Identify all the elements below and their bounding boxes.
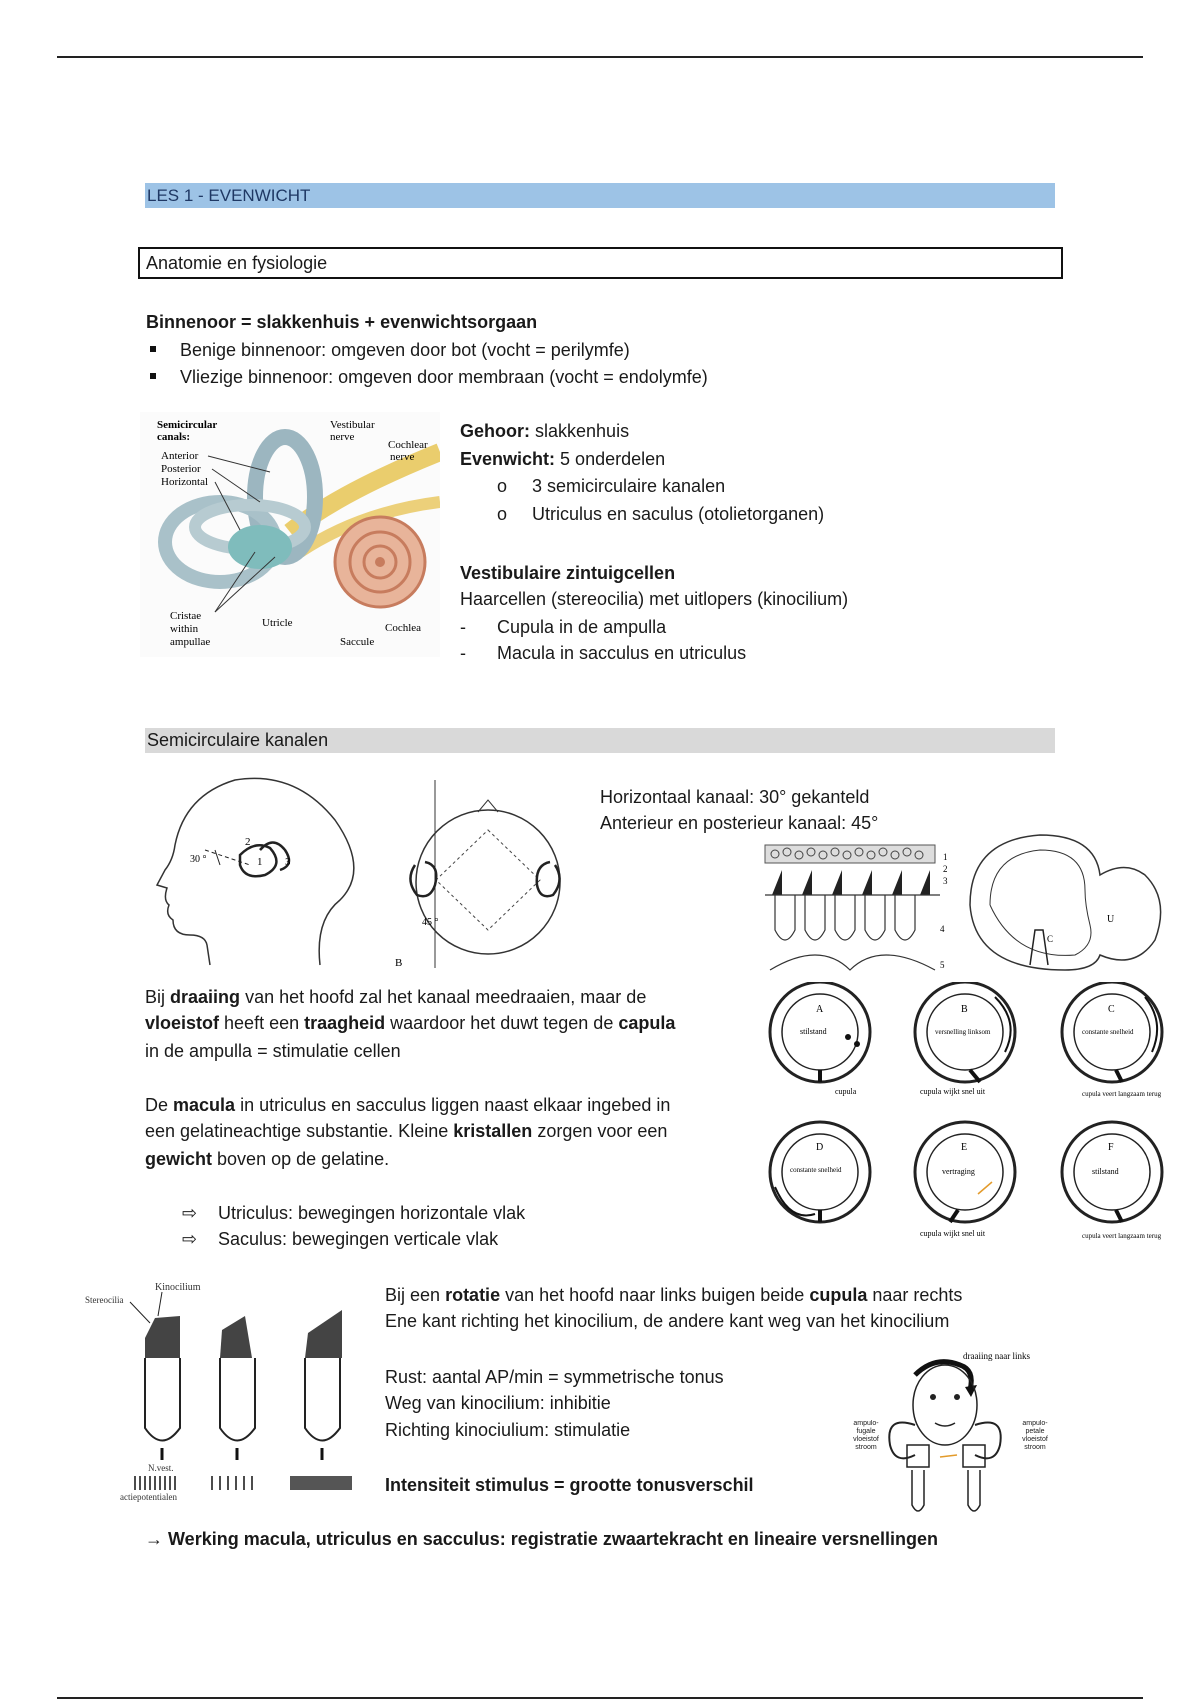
rotatie-line-2: Ene kant richting het kinocilium, de andere kant weg van het kinocilium bbox=[385, 1311, 950, 1331]
macula-line-2: een gelatineachtige substantie. Kleine kristallen zorgen voor een bbox=[145, 1121, 668, 1141]
actiepotentialen-label: actiepotentialen bbox=[120, 1492, 177, 1502]
label-ampullae: ampullae bbox=[170, 636, 211, 648]
intensiteit-line: Intensiteit stimulus = grootte tonusverschil bbox=[385, 1475, 754, 1495]
subsection-box: Anatomie en fysiologie bbox=[138, 247, 1063, 279]
zintuigcellen-heading: Vestibulaire zintuigcellen bbox=[460, 563, 676, 583]
stereocilia-label: Stereocilia bbox=[85, 1295, 124, 1305]
crista-num-3: 3 bbox=[943, 876, 948, 886]
bottom-rule bbox=[57, 1697, 1143, 1699]
letter-u-label: U bbox=[1107, 914, 1115, 925]
macula-line-3: gewicht boven op de gelatine. bbox=[145, 1149, 390, 1169]
arrow-icon: → bbox=[145, 1529, 163, 1549]
label-semicircular: Semicircular bbox=[157, 419, 218, 431]
circle-e-caption: cupula wijkt snel uit bbox=[920, 1229, 986, 1238]
circle-a-letter: A bbox=[816, 1004, 824, 1015]
circle-f-caption: cupula veert langzaam terug bbox=[1082, 1232, 1162, 1240]
draaiing-line-2: vloeistof heeft een traagheid waardoor het duwt tegen de capula bbox=[145, 1013, 676, 1033]
rust-line-2: Weg van kinocilium: inhibitie bbox=[385, 1393, 611, 1413]
haircell-3 bbox=[305, 1310, 342, 1460]
kinocilium-label: Kinocilium bbox=[155, 1282, 201, 1293]
circle-bullet: o bbox=[497, 504, 508, 524]
zintuigcellen-line: Haarcellen (stereocilia) met uitlopers (kinocilium) bbox=[460, 589, 849, 609]
ampulo-petale-label: ampulo-petale vloeistof stroom bbox=[1022, 1420, 1048, 1451]
nvest-label: N.vest. bbox=[148, 1463, 174, 1473]
circle-d bbox=[770, 1122, 870, 1222]
binnenoor-bullet-1: Benige binnenoor: omgeven door bot (vocht = perilymfe) bbox=[150, 337, 630, 363]
rust-line-1: Rust: aantal AP/min = symmetrische tonus bbox=[385, 1367, 724, 1387]
haircell-1 bbox=[145, 1316, 180, 1460]
ampulo-fugale-label: ampulo-fugale vloeistof stroom bbox=[853, 1420, 879, 1451]
circle-b-label: versnelling linksom bbox=[935, 1028, 991, 1036]
label-posterior: Posterior bbox=[161, 463, 201, 475]
rust-line-3: Richting kinociulium: stimulatie bbox=[385, 1420, 631, 1440]
haircell-2 bbox=[220, 1316, 255, 1460]
label-cristae: Cristae bbox=[170, 610, 202, 622]
num-1-label: 1 bbox=[257, 856, 263, 868]
circle-f bbox=[1062, 1122, 1162, 1240]
label-canals: canals: bbox=[157, 431, 190, 443]
circle-c-label: constante snelheid bbox=[1082, 1028, 1134, 1036]
num-3-label: 3 bbox=[285, 856, 291, 868]
label-cochlea: Cochlea bbox=[385, 622, 422, 634]
arrow-right-icon: ⇨ bbox=[182, 1229, 198, 1249]
circle-f-letter: F bbox=[1108, 1142, 1114, 1153]
num-2-label: 2 bbox=[245, 836, 251, 848]
label-vestibular: Vestibular bbox=[330, 419, 375, 431]
evenwicht-line: Evenwicht: 5 onderdelen bbox=[460, 449, 666, 469]
draaiing-line-1: Bij draaiing van het hoofd zal het kanaal meedraaien, maar de bbox=[145, 987, 647, 1007]
circle-c bbox=[1062, 982, 1162, 1098]
arrow-item-2: ⇨ Saculus: bewegingen verticale vlak bbox=[182, 1226, 498, 1252]
kanaal-line-2: Anterieur en posterieur kanaal: 45° bbox=[600, 813, 879, 833]
ampulla-figure bbox=[965, 830, 1170, 980]
label-within: within bbox=[170, 623, 199, 635]
evenwicht-item-2: o Utriculus en saculus (otolietorganen) bbox=[497, 501, 824, 527]
angle-30-label: 30 ° bbox=[190, 854, 207, 865]
crista-figure bbox=[760, 840, 960, 975]
binnenoor-bullet-2: Vliezige binnenoor: omgeven door membraan (vocht = endolymfe) bbox=[150, 364, 708, 390]
inner-ear-figure bbox=[140, 412, 440, 657]
angle-45-label: 45 ° bbox=[422, 917, 439, 928]
circle-b-letter: B bbox=[961, 1004, 968, 1015]
circle-bullet: o bbox=[497, 476, 508, 496]
label-horizontal: Horizontal bbox=[161, 476, 209, 488]
crista-num-5: 5 bbox=[940, 960, 945, 970]
haircell-figure bbox=[80, 1278, 370, 1503]
binnenoor-heading: Binnenoor = slakkenhuis + evenwichtsorgaan bbox=[146, 312, 538, 332]
label-saccule: Saccule bbox=[340, 636, 375, 648]
draaiing-line-3: in de ampulla = stimulatie cellen bbox=[145, 1041, 401, 1061]
head-profile-figure bbox=[145, 770, 585, 970]
label-cochlear: Cochlear bbox=[388, 439, 428, 451]
crista-num-4: 4 bbox=[940, 924, 945, 934]
draaiing-links-label: draaiing naar links bbox=[963, 1351, 1030, 1361]
conclusion-line: → Werking macula, utriculus en sacculus: registratie zwaartekracht en lineaire versnellingen bbox=[145, 1529, 938, 1549]
letter-b-label: B bbox=[395, 957, 403, 969]
circle-c-letter: C bbox=[1108, 1004, 1115, 1015]
letter-c-label: C bbox=[1047, 934, 1054, 944]
circle-b bbox=[915, 982, 1015, 1096]
arrow-item-1: ⇨ Utriculus: bewegingen horizontale vlak bbox=[182, 1200, 525, 1226]
section-title: LES 1 - EVENWICHT bbox=[145, 183, 1055, 208]
label-vest-nerve: nerve bbox=[330, 431, 355, 443]
zintuigcellen-item-2: - Macula in sacculus en utriculus bbox=[460, 640, 746, 666]
dash-bullet: - bbox=[460, 617, 466, 637]
circle-b-caption: cupula wijkt snel uit bbox=[920, 1087, 986, 1096]
evenwicht-item-1: o 3 semicirculaire kanalen bbox=[497, 473, 725, 499]
top-rule bbox=[57, 56, 1143, 58]
label-coch-nerve: nerve bbox=[390, 451, 415, 463]
square-bullet-icon bbox=[150, 346, 156, 352]
crista-num-1: 1 bbox=[943, 852, 948, 862]
circle-d-label: constante snelheid bbox=[790, 1166, 842, 1174]
label-anterior: Anterior bbox=[161, 450, 199, 462]
arrow-right-icon: ⇨ bbox=[182, 1203, 198, 1223]
label-utricle: Utricle bbox=[262, 617, 293, 629]
kanaal-line-1: Horizontaal kanaal: 30° gekanteld bbox=[600, 787, 870, 807]
square-bullet-icon bbox=[150, 373, 156, 379]
circle-e-label: vertraging bbox=[942, 1167, 975, 1176]
circle-c-caption: cupula veert langzaam terug bbox=[1082, 1090, 1162, 1098]
cupula-circles-figure bbox=[760, 982, 1170, 1252]
circle-a-label: stilstand bbox=[800, 1027, 827, 1036]
circle-a bbox=[770, 982, 870, 1096]
circle-e bbox=[915, 1122, 1015, 1238]
circle-f-label: stilstand bbox=[1092, 1167, 1119, 1176]
macula-line-1: De macula in utriculus en sacculus liggen naast elkaar ingebed in bbox=[145, 1095, 671, 1115]
face-rotation-figure bbox=[845, 1345, 1060, 1520]
circle-a-caption: cupula bbox=[835, 1087, 857, 1096]
crista-num-2: 2 bbox=[943, 864, 948, 874]
dash-bullet: - bbox=[460, 643, 466, 663]
rotatie-line-1: Bij een rotatie van het hoofd naar links buigen beide cupula naar rechts bbox=[385, 1285, 963, 1305]
zintuigcellen-item-1: - Cupula in de ampulla bbox=[460, 614, 666, 640]
gehoor-line: Gehoor: slakkenhuis bbox=[460, 421, 630, 441]
circle-e-letter: E bbox=[961, 1142, 968, 1153]
circle-d-letter: D bbox=[816, 1142, 824, 1153]
semicirculaire-title: Semicirculaire kanalen bbox=[145, 728, 1055, 753]
